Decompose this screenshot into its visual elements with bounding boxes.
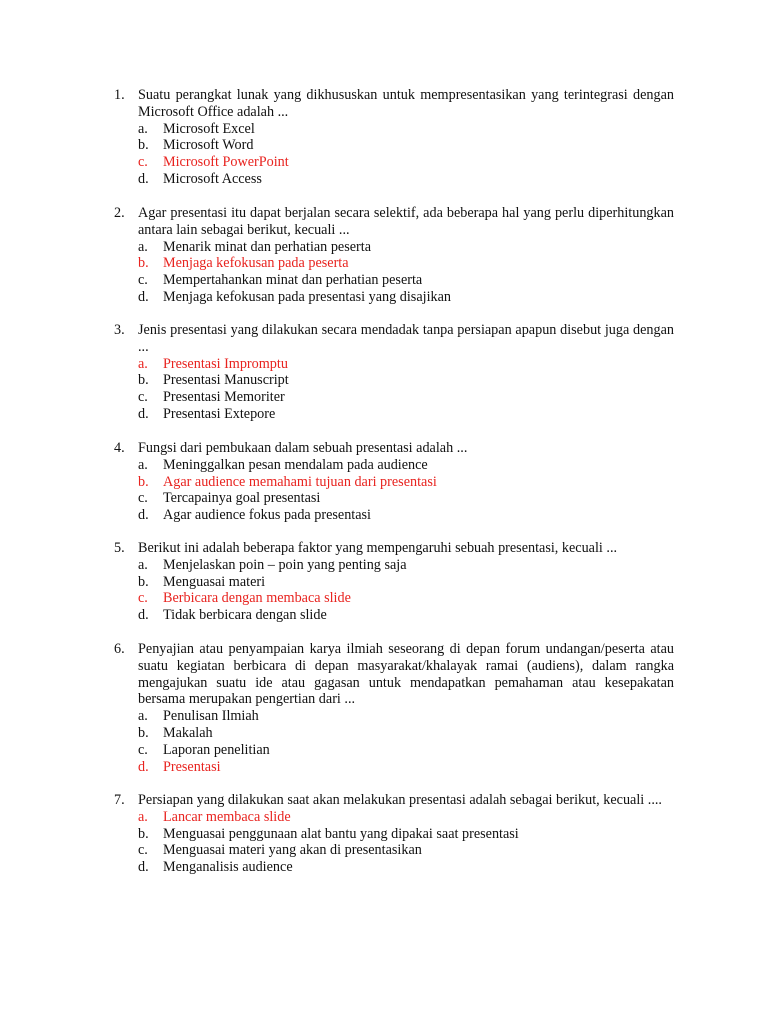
- option-b-correct-answer: [138, 255, 674, 272]
- option-letter: b.: [138, 473, 149, 490]
- option-d-correct-answer: [138, 759, 674, 776]
- option-letter: b.: [138, 372, 149, 389]
- option-letter: a.: [138, 708, 148, 725]
- option-text: Tercapainya goal presentasi: [163, 490, 321, 507]
- question-text: Agar presentasi itu dapat berjalan secara selektif, ada beberapa hal yang perlu diperhitungkan antara lain sebagai berikut, kecuali ...: [138, 205, 674, 238]
- option-text: Presentasi: [163, 758, 221, 775]
- option-b: [138, 574, 674, 591]
- question-number: 1.: [114, 87, 125, 103]
- option-text: Laporan penelitian: [163, 741, 270, 758]
- option-letter: c.: [138, 842, 148, 859]
- option-letter: a.: [138, 456, 148, 473]
- option-letter: c.: [138, 389, 148, 406]
- question-text: Penyajian atau penyampaian karya ilmiah seseorang di depan forum undangan/peserta atau suatu kegiatan berbicara di depan masyarakat/khalayak ramai (audiens), dalam rangka mengajukan suatu ide atau gagasan untuk mendapatkan pemahaman atau kesepakatan bersama merupakan pengertian dari ...: [138, 641, 674, 708]
- option-letter: d.: [138, 859, 149, 876]
- option-letter: d.: [138, 758, 149, 775]
- option-text: Menjaga kefokusan pada peserta: [163, 255, 349, 272]
- option-a: [138, 121, 674, 138]
- option-c: [138, 389, 674, 406]
- option-text: Menjaga kefokusan pada presentasi yang disajikan: [163, 288, 451, 305]
- option-letter: b.: [138, 724, 149, 741]
- question-text: Suatu perangkat lunak yang dikhususkan untuk mempresentasikan yang terintegrasi dengan Microsoft Office adalah ...: [138, 87, 674, 120]
- option-text: Mempertahankan minat dan perhatian peserta: [163, 272, 423, 289]
- option-letter: c.: [138, 741, 148, 758]
- option-a: [138, 708, 674, 725]
- option-letter: c.: [138, 272, 148, 289]
- option-c-correct-answer: [138, 154, 674, 171]
- option-d: [138, 859, 674, 876]
- option-c: [138, 490, 674, 507]
- option-a: [138, 557, 674, 574]
- option-text: Menguasai materi yang akan di presentasikan: [163, 842, 422, 859]
- option-letter: c.: [138, 154, 148, 171]
- option-text: Microsoft PowerPoint: [163, 154, 289, 171]
- option-text: Presentasi Memoriter: [163, 389, 285, 406]
- question-5: [114, 540, 674, 624]
- question-stem: [114, 440, 674, 457]
- question-stem: [114, 205, 674, 239]
- option-letter: b.: [138, 825, 149, 842]
- question-stem: [114, 87, 674, 121]
- option-text: Makalah: [163, 724, 213, 741]
- option-letter: d.: [138, 170, 149, 187]
- option-text: Menjelaskan poin – poin yang penting saja: [163, 556, 407, 573]
- option-text: Menganalisis audience: [163, 859, 293, 876]
- option-text: Microsoft Access: [163, 170, 262, 187]
- question-number: 3.: [114, 322, 125, 338]
- option-b-correct-answer: [138, 474, 674, 491]
- option-letter: a.: [138, 355, 148, 372]
- option-letter: d.: [138, 288, 149, 305]
- option-letter: b.: [138, 573, 149, 590]
- question-text: Persiapan yang dilakukan saat akan melakukan presentasi adalah sebagai berikut, kecuali ....: [138, 792, 662, 808]
- option-text: Presentasi Extepore: [163, 405, 276, 422]
- option-text: Agar audience fokus pada presentasi: [163, 507, 371, 524]
- option-c: [138, 742, 674, 759]
- question-7: [114, 792, 674, 876]
- option-text: Tidak berbicara dengan slide: [163, 607, 327, 624]
- option-a-correct-answer: [138, 356, 674, 373]
- question-4: [114, 440, 674, 524]
- question-3: [114, 322, 674, 423]
- question-number: 6.: [114, 641, 125, 657]
- question-text: Berikut ini adalah beberapa faktor yang mempengaruhi sebuah presentasi, kecuali ...: [138, 540, 618, 556]
- question-stem: [114, 322, 674, 356]
- option-b: [138, 372, 674, 389]
- option-text: Microsoft Word: [163, 137, 254, 154]
- option-c: [138, 842, 674, 859]
- option-a: [138, 457, 674, 474]
- option-letter: a.: [138, 556, 148, 573]
- option-text: Menguasai penggunaan alat bantu yang dipakai saat presentasi: [163, 825, 519, 842]
- option-b: [138, 725, 674, 742]
- option-d: [138, 507, 674, 524]
- option-d: [138, 171, 674, 188]
- option-text: Presentasi Impromptu: [163, 355, 288, 372]
- question-stem: [114, 792, 674, 809]
- question-text: Jenis presentasi yang dilakukan secara mendadak tanpa persiapan apapun disebut juga dengan ...: [138, 322, 674, 355]
- option-letter: b.: [138, 255, 149, 272]
- option-text: Menarik minat dan perhatian peserta: [163, 238, 371, 255]
- option-text: Lancar membaca slide: [163, 808, 291, 825]
- question-6: [114, 641, 674, 775]
- option-text: Agar audience memahami tujuan dari presentasi: [163, 473, 437, 490]
- option-b: [138, 137, 674, 154]
- question-number: 7.: [114, 792, 125, 808]
- option-letter: a.: [138, 120, 148, 137]
- option-letter: a.: [138, 238, 148, 255]
- question-1: [114, 87, 674, 188]
- option-text: Meninggalkan pesan mendalam pada audience: [163, 456, 428, 473]
- option-letter: d.: [138, 607, 149, 624]
- option-letter: c.: [138, 590, 148, 607]
- question-stem: [114, 540, 674, 557]
- question-number: 2.: [114, 205, 125, 221]
- option-text: Penulisan Ilmiah: [163, 708, 259, 725]
- option-d: [138, 289, 674, 306]
- option-d: [138, 607, 674, 624]
- option-letter: c.: [138, 490, 148, 507]
- option-a: [138, 239, 674, 256]
- option-c-correct-answer: [138, 590, 674, 607]
- question-text: Fungsi dari pembukaan dalam sebuah presentasi adalah ...: [138, 440, 468, 456]
- option-c: [138, 272, 674, 289]
- option-letter: d.: [138, 405, 149, 422]
- question-number: 5.: [114, 540, 125, 556]
- question-number: 4.: [114, 440, 125, 456]
- option-letter: d.: [138, 507, 149, 524]
- option-b: [138, 826, 674, 843]
- question-2: [114, 205, 674, 306]
- option-letter: a.: [138, 808, 148, 825]
- option-text: Berbicara dengan membaca slide: [163, 590, 351, 607]
- question-stem: [114, 641, 674, 708]
- option-text: Presentasi Manuscript: [163, 372, 289, 389]
- option-text: Menguasai materi: [163, 573, 266, 590]
- option-text: Microsoft Excel: [163, 120, 255, 137]
- option-d: [138, 406, 674, 423]
- option-letter: b.: [138, 137, 149, 154]
- option-a-correct-answer: [138, 809, 674, 826]
